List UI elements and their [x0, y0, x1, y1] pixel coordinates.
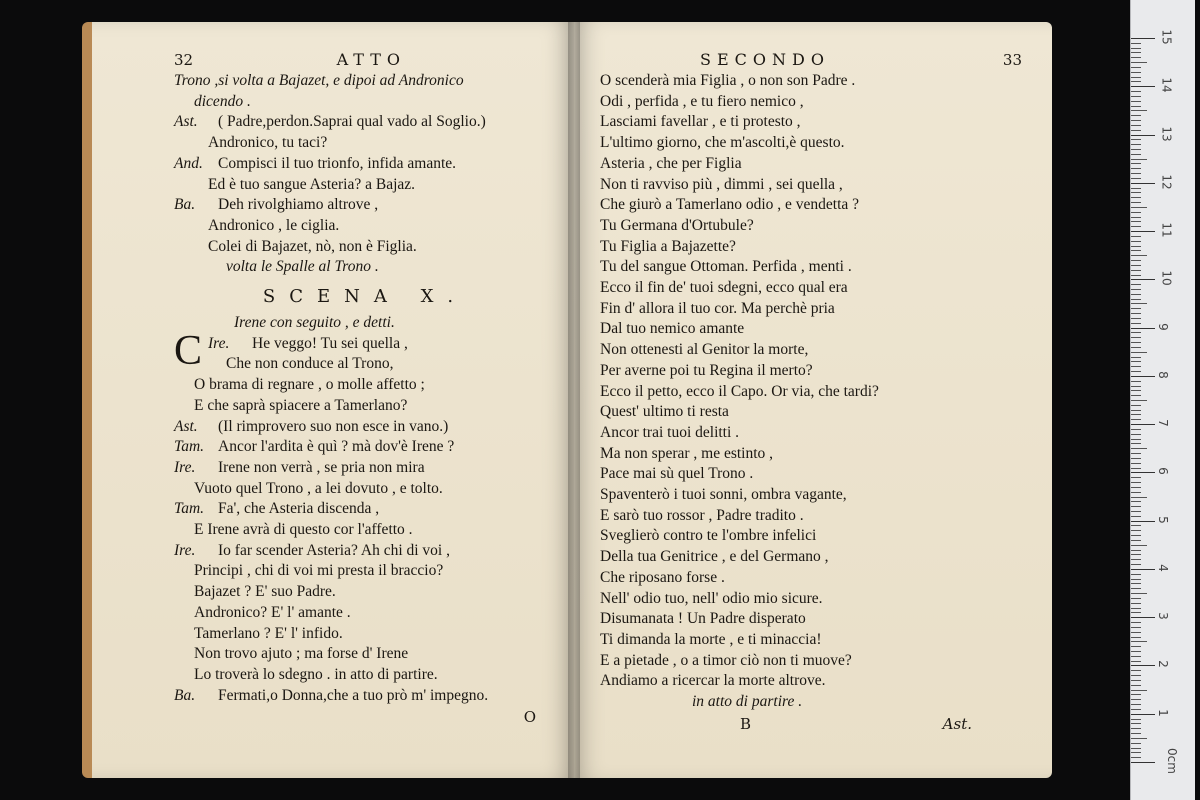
ruler-tick [1131, 308, 1141, 309]
ruler-tick [1131, 395, 1141, 396]
running-head-left: ATTO [336, 50, 406, 69]
ruler-tick [1131, 328, 1155, 329]
ruler-tick [1131, 361, 1141, 362]
verse-line [174, 603, 556, 624]
ruler-tick [1131, 497, 1147, 498]
ruler-tick [1131, 685, 1141, 686]
ruler-tick [1131, 583, 1141, 584]
ruler-tick [1131, 646, 1141, 647]
ruler-tick [1131, 202, 1141, 203]
ruler-tick [1131, 448, 1147, 449]
ruler-tick [1131, 188, 1141, 189]
speaker-label: Ire. [208, 334, 230, 352]
ruler-tick [1131, 622, 1141, 623]
line-text: Trono ,si volta a Bajazet, e dipoi ad Andronico [174, 72, 464, 89]
verse-line: L'ultimo giorno, che m'ascolti,è questo. [600, 134, 845, 152]
verse-line: Della tua Genitrice , e del Germano , [600, 548, 829, 566]
ruler-tick [1131, 709, 1141, 710]
ruler-tick [1131, 559, 1141, 560]
ruler-number: 13 [1159, 125, 1174, 142]
ruler-tick [1131, 110, 1147, 111]
ruler-tick [1131, 91, 1141, 92]
ruler-tick [1131, 294, 1141, 295]
verse-line: Asteria , che per Figlia [600, 154, 742, 172]
ruler-tick [1131, 332, 1141, 333]
open-book [82, 22, 1052, 778]
ruler-tick [1131, 289, 1141, 290]
ruler-number: 9 [1155, 322, 1170, 331]
ruler-tick [1131, 492, 1141, 493]
line-text: Ed è tuo sangue Asteria? a Bajaz. [208, 175, 416, 193]
ruler-tick [1131, 501, 1141, 502]
ruler-tick [1131, 588, 1141, 589]
ruler-tick [1131, 347, 1141, 348]
ruler-tick [1131, 651, 1141, 652]
speaker-label: Ba. [174, 686, 196, 704]
ruler-tick [1131, 299, 1141, 300]
line-text: Andronico? E' l' amante . [194, 603, 351, 621]
ruler-number: 8 [1155, 371, 1170, 379]
ruler-tick [1131, 617, 1155, 618]
line-text: Ancor l'ardita è quì ? mà dov'è Irene ? [218, 438, 455, 456]
speaker-label: Ba. [174, 196, 196, 214]
ruler-tick [1131, 593, 1147, 594]
verse-line: Pace mai sù quel Trono . [600, 465, 754, 483]
measuring-ruler [1130, 0, 1195, 800]
ruler-tick [1131, 468, 1141, 469]
line-text: volta le Spalle al Trono . [226, 258, 379, 276]
ruler-tick [1131, 275, 1141, 276]
verse-line [174, 665, 556, 686]
ruler-tick [1131, 163, 1141, 164]
ruler-tick [1131, 738, 1147, 739]
verse-line [174, 195, 556, 216]
verse-line: Odi , perfida , e tu fiero nemico , [600, 92, 804, 110]
ruler-tick [1131, 487, 1141, 488]
ruler-tick [1131, 217, 1141, 218]
verse-line [174, 396, 556, 417]
ruler-tick [1131, 443, 1141, 444]
ruler-number: 15 [1159, 29, 1174, 45]
ruler-tick [1131, 429, 1141, 430]
ruler-tick [1131, 733, 1141, 734]
ruler-number: 14 [1159, 77, 1174, 93]
ruler-tick [1131, 183, 1155, 184]
ruler-tick [1131, 550, 1141, 551]
verse-line: Non ottenesti al Genitor la morte, [600, 341, 809, 359]
ruler-tick [1131, 313, 1141, 314]
ruler-number: 0cm [1164, 748, 1179, 774]
ruler-tick [1131, 641, 1147, 642]
verse-line [174, 71, 556, 92]
verse-line: O scenderà mia Figlia , o non son Padre . [600, 72, 856, 89]
verse-line: Ancor trai tuoi delitti . [600, 423, 740, 441]
verse-line [174, 375, 556, 396]
ruler-tick [1131, 690, 1147, 691]
ruler-tick [1131, 603, 1141, 604]
ruler-tick [1131, 400, 1147, 401]
ruler-tick [1131, 704, 1141, 705]
ruler-tick [1131, 574, 1141, 575]
ruler-tick [1131, 579, 1141, 580]
ruler-tick [1131, 212, 1141, 213]
verse-line: Per averne poi tu Regina il merto? [600, 361, 813, 379]
ruler-tick [1131, 569, 1155, 570]
ruler-tick [1131, 120, 1141, 121]
book-gutter [568, 22, 580, 778]
ruler-tick [1131, 265, 1141, 266]
ruler-tick [1131, 632, 1141, 633]
verse-line [174, 458, 556, 479]
ruler-number: 7 [1155, 419, 1170, 427]
ruler-tick [1131, 434, 1141, 435]
ruler-number: 10 [1159, 270, 1174, 286]
ruler-tick [1131, 226, 1141, 227]
ruler-tick [1131, 564, 1141, 565]
verse-line [174, 561, 556, 582]
catchword: Ast. [942, 714, 972, 733]
verse-line [174, 175, 556, 196]
ruler-tick [1131, 250, 1141, 251]
line-text: Non trovo ajuto ; ma forse d' Irene [194, 645, 409, 663]
ruler-tick [1131, 231, 1155, 232]
ruler-tick [1131, 410, 1141, 411]
verse-line: Disumanata ! Un Padre disperato [600, 610, 806, 628]
ruler-tick [1131, 337, 1141, 338]
ruler-tick [1131, 371, 1141, 372]
line-text: ( Padre,perdon.Saprai qual vado al Soglio.) [218, 113, 486, 131]
ruler-tick [1131, 197, 1141, 198]
ruler-tick [1131, 516, 1141, 517]
ruler-tick [1131, 357, 1141, 358]
ruler-tick [1131, 472, 1155, 473]
ruler-tick [1131, 139, 1141, 140]
verse-line [174, 479, 556, 500]
ruler-tick [1131, 748, 1141, 749]
ruler-number: 4 [1155, 564, 1170, 572]
verse-line [174, 644, 556, 665]
ruler-number: 2 [1155, 660, 1170, 669]
ruler-tick [1131, 154, 1141, 155]
ruler-tick [1131, 144, 1141, 145]
ruler-tick [1131, 535, 1141, 536]
line-text: Fermati,o Donna,che a tuo prò m' impegno. [218, 686, 489, 704]
ruler-tick [1131, 453, 1141, 454]
ruler-tick [1131, 72, 1141, 73]
ruler-tick [1131, 694, 1141, 695]
ruler-number: 5 [1155, 515, 1170, 524]
line-text: Che non conduce al Trono, [226, 355, 394, 373]
ruler-tick [1131, 255, 1147, 256]
verse-line [174, 237, 556, 258]
ruler-tick [1131, 675, 1141, 676]
verse-line: Ma non sperar , me estinto , [600, 444, 774, 462]
verse-line: Che giurò a Tamerlano odio , e vendetta ? [600, 196, 860, 214]
left-page [82, 22, 574, 778]
verse-line [174, 112, 556, 133]
ruler-tick [1131, 115, 1141, 116]
ruler-tick [1131, 608, 1141, 609]
ruler-tick [1131, 62, 1147, 63]
line-text: Bajazet ? E' suo Padre. [194, 583, 336, 601]
verse-line [174, 417, 556, 438]
verse-line [174, 499, 556, 520]
verse-line [174, 257, 556, 278]
ruler-tick [1131, 270, 1141, 271]
ruler-tick [1131, 439, 1141, 440]
ruler-tick [1131, 178, 1141, 179]
ruler-tick [1131, 173, 1141, 174]
ruler-tick [1131, 101, 1141, 102]
ruler-tick [1131, 762, 1155, 763]
verse-line: Non ti ravviso più , dimmi , sei quella , [600, 175, 843, 193]
stage-direction-right: in atto di partire . [692, 693, 803, 711]
page-number-left: 32 [174, 51, 194, 69]
verse-line: Nell' odio tuo, nell' odio mio sicure. [600, 589, 823, 607]
ruler-tick [1131, 323, 1141, 324]
line-text: Compisci il tuo trionfo, infida amante. [218, 154, 457, 172]
ruler-tick [1131, 43, 1141, 44]
ruler-tick [1131, 723, 1141, 724]
ruler-tick [1131, 405, 1141, 406]
ruler-tick [1131, 130, 1141, 131]
verse-line: Fin d' allora il tuo cor. Ma perchè pria [600, 299, 835, 317]
ruler-tick [1131, 376, 1155, 377]
speaker-label: Ast. [174, 417, 198, 435]
speaker-label: Ire. [174, 541, 196, 559]
speaker-label: Tam. [174, 500, 205, 518]
ruler-number: 12 [1159, 174, 1174, 190]
verse-line: Ti dimanda la morte , e ti minaccia! [600, 630, 822, 648]
right-text-block [600, 71, 1022, 692]
ruler-tick [1131, 96, 1141, 97]
page-number-right: 33 [1002, 51, 1022, 69]
ruler-tick [1131, 530, 1141, 531]
line-text: Deh rivolghiamo altrove , [218, 196, 379, 214]
ruler-tick [1131, 159, 1147, 160]
ruler-tick [1131, 521, 1155, 522]
ruler-tick [1131, 419, 1141, 420]
verse-line: Ecco il fin de' tuoi sdegni, ecco qual era [600, 279, 848, 297]
ruler-tick [1131, 381, 1141, 382]
ruler-tick [1131, 506, 1141, 507]
line-text: Colei di Bajazet, nò, non è Figlia. [208, 237, 417, 255]
verse-line [174, 437, 556, 458]
ruler-tick [1131, 81, 1141, 82]
line-text: Fa', che Asteria discenda , [218, 500, 380, 518]
ruler-tick [1131, 680, 1141, 681]
ruler-tick [1131, 390, 1141, 391]
verse-line: Spaventerò i tuoi sonni, ombra vagante, [600, 486, 847, 504]
ruler-tick [1131, 424, 1155, 425]
ruler-tick [1131, 719, 1141, 720]
verse-line [174, 216, 556, 237]
line-text: Vuoto quel Trono , a lei dovuto , e tolto. [194, 479, 443, 497]
verse-line: Quest' ultimo ti resta [600, 403, 729, 421]
verse-line: E a pietade , o a timor ciò non ti muove? [600, 651, 852, 669]
ruler-tick [1131, 540, 1141, 541]
speaker-label: Tam. [174, 438, 205, 456]
line-text: (Il rimprovero suo non esce in vano.) [218, 417, 449, 435]
line-text: He veggo! Tu sei quella , [252, 334, 408, 352]
ruler-tick [1131, 757, 1141, 758]
ruler-tick [1131, 168, 1141, 169]
ruler-tick [1131, 67, 1141, 68]
verse-line: Sveglierò contro te l'ombre infelici [600, 527, 817, 545]
verse-line [174, 624, 556, 645]
signature-mark-left: O [523, 708, 536, 727]
ruler-number: 11 [1159, 222, 1174, 238]
verse-line: Che riposano forse . [600, 568, 725, 586]
verse-line [174, 133, 556, 154]
ruler-tick [1131, 77, 1141, 78]
speaker-label: And. [174, 154, 203, 172]
verse-line: Lasciami favellar , e ti protesto , [600, 113, 801, 131]
verse-line [174, 541, 556, 562]
verse-line: Andiamo a ricercar la morte altrove. [600, 672, 826, 690]
ruler-tick [1131, 627, 1141, 628]
ruler-tick [1131, 149, 1141, 150]
speaker-label: Ast. [174, 113, 198, 131]
ruler-tick [1131, 752, 1141, 753]
ruler-tick [1131, 352, 1147, 353]
ruler-tick [1131, 246, 1141, 247]
ruler-tick [1131, 236, 1141, 237]
left-text-block [174, 71, 556, 278]
ruler-tick [1131, 57, 1141, 58]
ruler-tick [1131, 477, 1141, 478]
ruler-tick [1131, 414, 1141, 415]
ruler-tick [1131, 743, 1141, 744]
line-text: E Irene avrà di questo cor l'affetto . [194, 521, 413, 539]
line-text: Lo troverà lo sdegno . in atto di partire. [194, 665, 438, 683]
ruler-tick [1131, 714, 1155, 715]
line-text: E che saprà spiacere a Tamerlano? [194, 396, 408, 414]
ruler-number: 6 [1155, 467, 1170, 476]
ruler-tick [1131, 207, 1147, 208]
verse-line [174, 582, 556, 603]
line-text: Andronico , le ciglia. [208, 216, 340, 234]
ruler-tick [1131, 366, 1141, 367]
ruler-tick [1131, 661, 1141, 662]
verse-line: E sarò tuo rossor , Padre tradito . [600, 506, 804, 524]
ruler-tick [1131, 656, 1141, 657]
ruler-tick [1131, 665, 1155, 666]
ruler-tick [1131, 260, 1141, 261]
line-text: Io far scender Asteria? Ah chi di voi , [218, 541, 450, 559]
ruler-tick [1131, 284, 1141, 285]
ruler-tick [1131, 482, 1141, 483]
verse-line [174, 154, 556, 175]
ruler-tick [1131, 38, 1155, 39]
ruler-tick [1131, 106, 1141, 107]
ruler-tick [1131, 699, 1141, 700]
verse-line [174, 520, 556, 541]
ruler-tick [1131, 221, 1141, 222]
ruler-tick [1131, 545, 1147, 546]
right-page [574, 22, 1052, 778]
ruler-tick [1131, 86, 1155, 87]
ruler-tick [1131, 386, 1141, 387]
left-page-header [174, 50, 556, 69]
line-text: Tamerlano ? E' l' infido. [194, 624, 343, 642]
scene-direction: Irene con seguito , e detti. [234, 314, 395, 332]
signature-mark-right: B [740, 714, 752, 733]
line-text: Andronico, tu taci? [208, 134, 328, 152]
ruler-tick [1131, 241, 1141, 242]
ruler-tick [1131, 612, 1141, 613]
verse-line [174, 686, 556, 707]
verse-line: Tu Figlia a Bajazette? [600, 237, 736, 255]
verse-line: Tu Germana d'Ortubule? [600, 216, 754, 234]
ruler-tick [1131, 525, 1141, 526]
line-text: O brama di regnare , o molle affetto ; [194, 376, 425, 394]
verse-line: Tu del sangue Ottoman. Perfida , menti . [600, 258, 852, 276]
ruler-tick [1131, 303, 1147, 304]
ruler-tick [1131, 458, 1141, 459]
line-text: dicendo . [194, 92, 251, 110]
ruler-tick [1131, 318, 1141, 319]
ruler-tick [1131, 52, 1141, 53]
speaker-label: Ire. [174, 458, 196, 476]
ruler-tick [1131, 463, 1141, 464]
ruler-number: 3 [1155, 612, 1170, 621]
verse-line [174, 354, 556, 375]
ruler-tick [1131, 670, 1141, 671]
ruler-number: 1 [1155, 708, 1170, 717]
ruler-tick [1131, 554, 1141, 555]
line-text: Irene non verrà , se pria non mira [218, 458, 425, 476]
ruler-tick [1131, 135, 1155, 136]
right-page-header [600, 50, 1022, 69]
ruler-tick [1131, 48, 1141, 49]
right-page-footer [600, 715, 1022, 733]
drop-cap: C [174, 327, 203, 374]
ruler-tick [1131, 125, 1141, 126]
ruler-tick [1131, 192, 1141, 193]
verse-line [174, 92, 556, 113]
scene-title: SCENA X. [262, 286, 468, 308]
left-text-block-2 [174, 327, 556, 707]
line-text: Principi , chi di voi mi presta il braccio? [194, 562, 444, 580]
left-page-footer [174, 708, 556, 726]
ruler-tick [1131, 511, 1141, 512]
ruler-tick [1131, 279, 1155, 280]
ruler-tick [1131, 342, 1141, 343]
ruler-tick [1131, 598, 1141, 599]
verse-line: Ecco il petto, ecco il Capo. Or via, che tardi? [600, 382, 879, 400]
verse-line: Dal tuo nemico amante [600, 320, 745, 338]
ruler-tick [1131, 637, 1141, 638]
ruler-tick [1131, 728, 1141, 729]
running-head-right: SECONDO [700, 50, 830, 69]
